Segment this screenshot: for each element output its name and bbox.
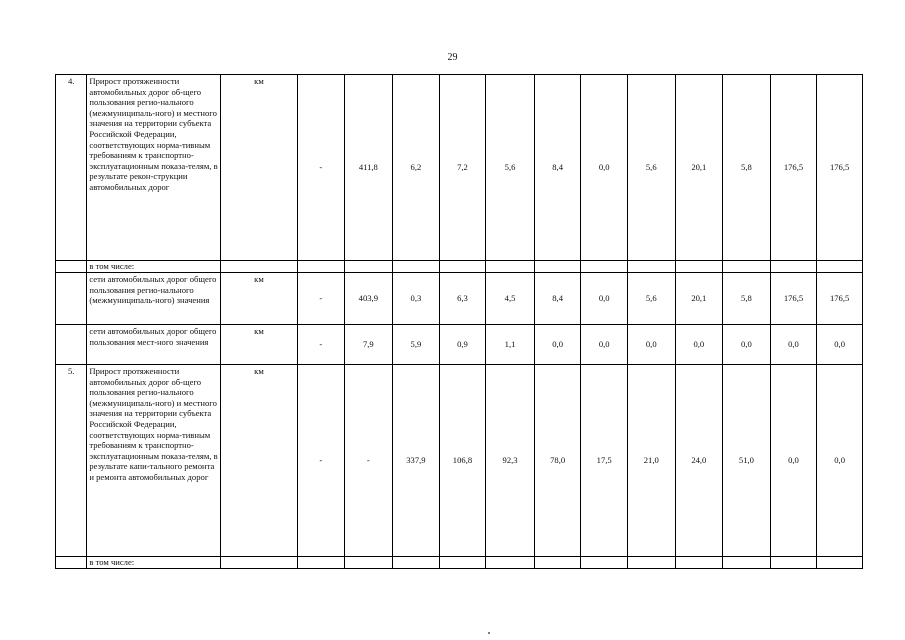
value-cell: 0,0	[627, 325, 675, 365]
value-cell: 411,8	[344, 75, 393, 261]
value-cell: 0,0	[581, 75, 628, 261]
value-cell: 0,0	[581, 325, 628, 365]
value-cell: 106,8	[439, 365, 486, 557]
value-cell: 78,0	[534, 365, 581, 557]
value-cell	[627, 557, 675, 569]
page-number: 29	[447, 52, 458, 63]
unit-cell: км	[221, 365, 298, 557]
value-cell	[393, 557, 440, 569]
value-cell: 20,1	[675, 273, 723, 325]
value-cell	[817, 261, 863, 273]
value-cell: -	[297, 75, 344, 261]
in-that-number-label: в том числе:	[87, 557, 221, 569]
value-cell: 176,5	[817, 273, 863, 325]
value-cell: 5,6	[627, 273, 675, 325]
value-cell: 6,2	[393, 75, 440, 261]
value-cell: 6,3	[439, 273, 486, 325]
value-cell: 5,6	[486, 75, 535, 261]
value-cell: -	[297, 325, 344, 365]
row-number	[56, 261, 87, 273]
row-number	[56, 273, 87, 325]
value-cell	[439, 557, 486, 569]
value-cell: 5,6	[627, 75, 675, 261]
value-cell	[534, 261, 581, 273]
value-cell	[581, 557, 628, 569]
scan-speck	[488, 632, 490, 634]
value-cell: 8,4	[534, 273, 581, 325]
value-cell: 20,1	[675, 75, 723, 261]
value-cell: -	[297, 365, 344, 557]
value-cell	[393, 261, 440, 273]
table-row	[56, 75, 863, 261]
row-number	[56, 557, 87, 569]
table-row	[56, 325, 863, 365]
value-cell	[344, 557, 393, 569]
value-cell: 0,0	[675, 325, 723, 365]
value-cell: 337,9	[393, 365, 440, 557]
table-row	[56, 365, 863, 557]
value-cell: -	[297, 273, 344, 325]
value-cell	[534, 557, 581, 569]
unit-cell	[221, 557, 298, 569]
indicators-table	[55, 74, 863, 569]
value-cell: 0,9	[439, 325, 486, 365]
value-cell: 24,0	[675, 365, 723, 557]
value-cell: 0,0	[534, 325, 581, 365]
value-cell	[581, 261, 628, 273]
value-cell	[675, 557, 723, 569]
subtotal-label-row	[56, 557, 863, 569]
value-cell	[627, 261, 675, 273]
value-cell	[297, 261, 344, 273]
value-cell: 5,8	[723, 273, 771, 325]
value-cell: 7,2	[439, 75, 486, 261]
value-cell	[486, 557, 535, 569]
value-cell: 1,1	[486, 325, 535, 365]
value-cell	[770, 261, 817, 273]
value-cell	[723, 261, 771, 273]
value-cell: 4,5	[486, 273, 535, 325]
value-cell: 176,5	[770, 273, 817, 325]
value-cell: 0,0	[817, 365, 863, 557]
value-cell: 7,9	[344, 325, 393, 365]
value-cell	[770, 557, 817, 569]
value-cell	[817, 557, 863, 569]
value-cell: 403,9	[344, 273, 393, 325]
row-number	[56, 325, 87, 365]
value-cell: 0,0	[723, 325, 771, 365]
value-cell: 5,8	[723, 75, 771, 261]
value-cell: 92,3	[486, 365, 535, 557]
value-cell: 176,5	[770, 75, 817, 261]
indicator-name: Прирост протяженности автомобильных дорог об-щего пользования регио-нального (межмуниципаль-ного) и местного значения на территории субъекта Российской Федерации, соответствующих норма-тивным требованиям к транспортно-эксплуатационным показа-телям, в результате капи-тального ремонта и ремонта автомобильных дорог	[87, 365, 221, 557]
in-that-number-label: в том числе:	[87, 261, 221, 273]
indicator-name: сети автомобильных дорог общего пользования регио-нального (межмуниципаль-ного) значения	[87, 273, 221, 325]
unit-cell	[221, 261, 298, 273]
value-cell: 0,0	[770, 325, 817, 365]
value-cell: 8,4	[534, 75, 581, 261]
value-cell: 17,5	[581, 365, 628, 557]
value-cell	[439, 261, 486, 273]
value-cell: 0,0	[581, 273, 628, 325]
unit-cell: км	[221, 75, 298, 261]
value-cell: 0,3	[393, 273, 440, 325]
value-cell	[723, 557, 771, 569]
value-cell: 5,9	[393, 325, 440, 365]
value-cell: 176,5	[817, 75, 863, 261]
value-cell: 51,0	[723, 365, 771, 557]
value-cell: -	[344, 365, 393, 557]
value-cell: 0,0	[770, 365, 817, 557]
indicator-name: сети автомобильных дорог общего пользования мест-ного значения	[87, 325, 221, 365]
unit-cell: км	[221, 273, 298, 325]
value-cell: 0,0	[817, 325, 863, 365]
row-number: 4.	[56, 75, 87, 261]
unit-cell: км	[221, 325, 298, 365]
value-cell	[486, 261, 535, 273]
subtotal-label-row	[56, 261, 863, 273]
table-row	[56, 273, 863, 325]
value-cell	[297, 557, 344, 569]
row-number: 5.	[56, 365, 87, 557]
indicator-name: Прирост протяженности автомобильных дорог об-щего пользования регио-нального (межмуниципаль-ного) и местного значения на территории субъекта Российской Федерации, соответствующих норма-тивным требованиям к транспортно-эксплуатационным показа-телям, в результате рекон-струкции автомобильных дорог	[87, 75, 221, 261]
value-cell	[344, 261, 393, 273]
value-cell	[675, 261, 723, 273]
value-cell: 21,0	[627, 365, 675, 557]
